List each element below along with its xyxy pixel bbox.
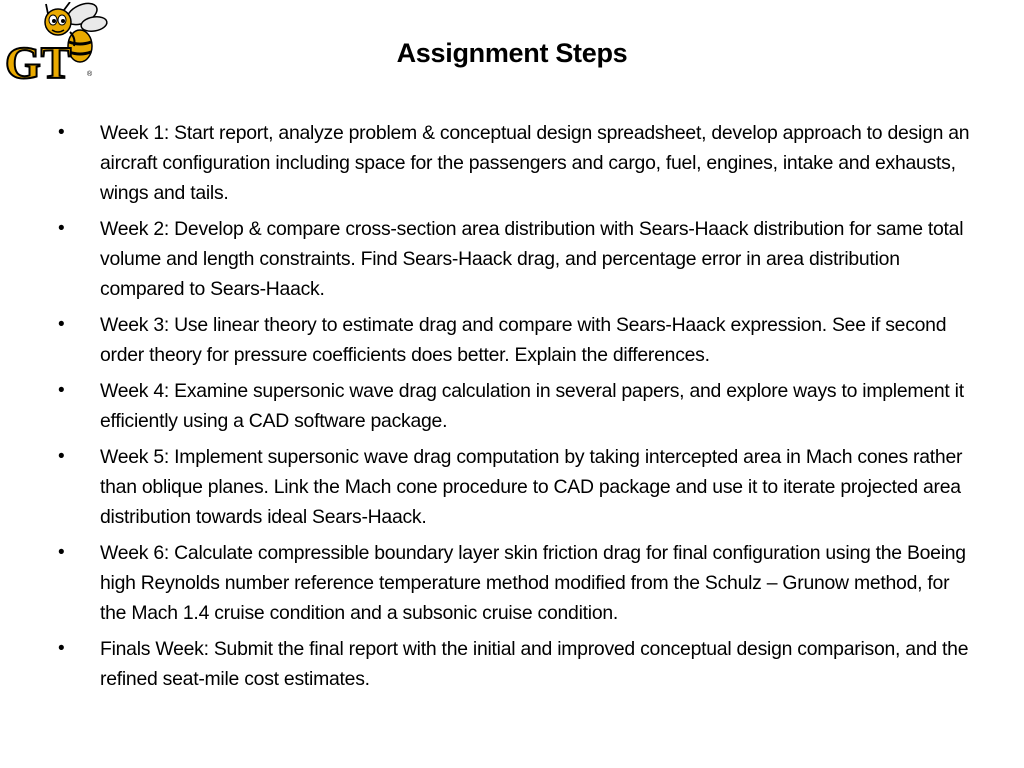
bullet-item bbox=[58, 376, 978, 436]
bullet-text: Finals Week: Submit the final report with the initial and improved conceptual design comparison, and the refined seat-mile cost estimates. bbox=[100, 638, 969, 690]
bullet-item bbox=[58, 310, 978, 370]
bullet-icon: • bbox=[58, 638, 65, 659]
slide-title: Assignment Steps bbox=[396, 38, 628, 68]
bullet-item bbox=[58, 538, 978, 628]
bullet-item bbox=[58, 214, 978, 304]
logo-text: GT bbox=[5, 37, 72, 86]
bullet-icon: • bbox=[58, 542, 65, 563]
bullet-icon: • bbox=[58, 380, 65, 401]
bullet-icon: • bbox=[58, 314, 65, 335]
bullet-text: Week 3: Use linear theory to estimate drag and compare with Sears-Haack expression. See if second order theory for pressure coefficients does better. Explain the differences. bbox=[100, 314, 947, 366]
bullet-item bbox=[58, 634, 978, 694]
bullet-text: Week 2: Develop & compare cross-section area distribution with Sears-Haack distribution for same total volume and length constraints. Find Sears-Haack drag, and percentage error in area distribution compared to Sears-Haack. bbox=[100, 218, 964, 300]
bullet-item bbox=[58, 118, 978, 208]
bullet-icon: • bbox=[58, 446, 65, 467]
bullet-text: Week 4: Examine supersonic wave drag calculation in several papers, and explore ways to implement it efficiently using a CAD software package. bbox=[100, 380, 964, 432]
bullet-text: Week 6: Calculate compressible boundary layer skin friction drag for final configuration using the Boeing high Reynolds number reference temperature method modified from the Schulz – Grunow method, for the Mach 1.4 cruise condition and a subsonic cruise condition. bbox=[100, 542, 966, 624]
svg-text:®: ® bbox=[87, 71, 93, 78]
bullet-icon: • bbox=[58, 218, 65, 239]
bullet-icon: • bbox=[58, 122, 65, 143]
bullet-list bbox=[58, 118, 978, 700]
bullet-text: Week 1: Start report, analyze problem & conceptual design spreadsheet, develop approach to design an aircraft configuration including space for the passengers and cargo, fuel, engines, intake and exhausts, wings and tails. bbox=[100, 122, 970, 204]
bullet-item bbox=[58, 442, 978, 532]
bullet-text: Week 5: Implement supersonic wave drag computation by taking intercepted area in Mach cones rather than oblique planes. Link the Mach cone procedure to CAD package and use it to iterate projected area distribution towards ideal Sears-Haack. bbox=[100, 446, 963, 528]
